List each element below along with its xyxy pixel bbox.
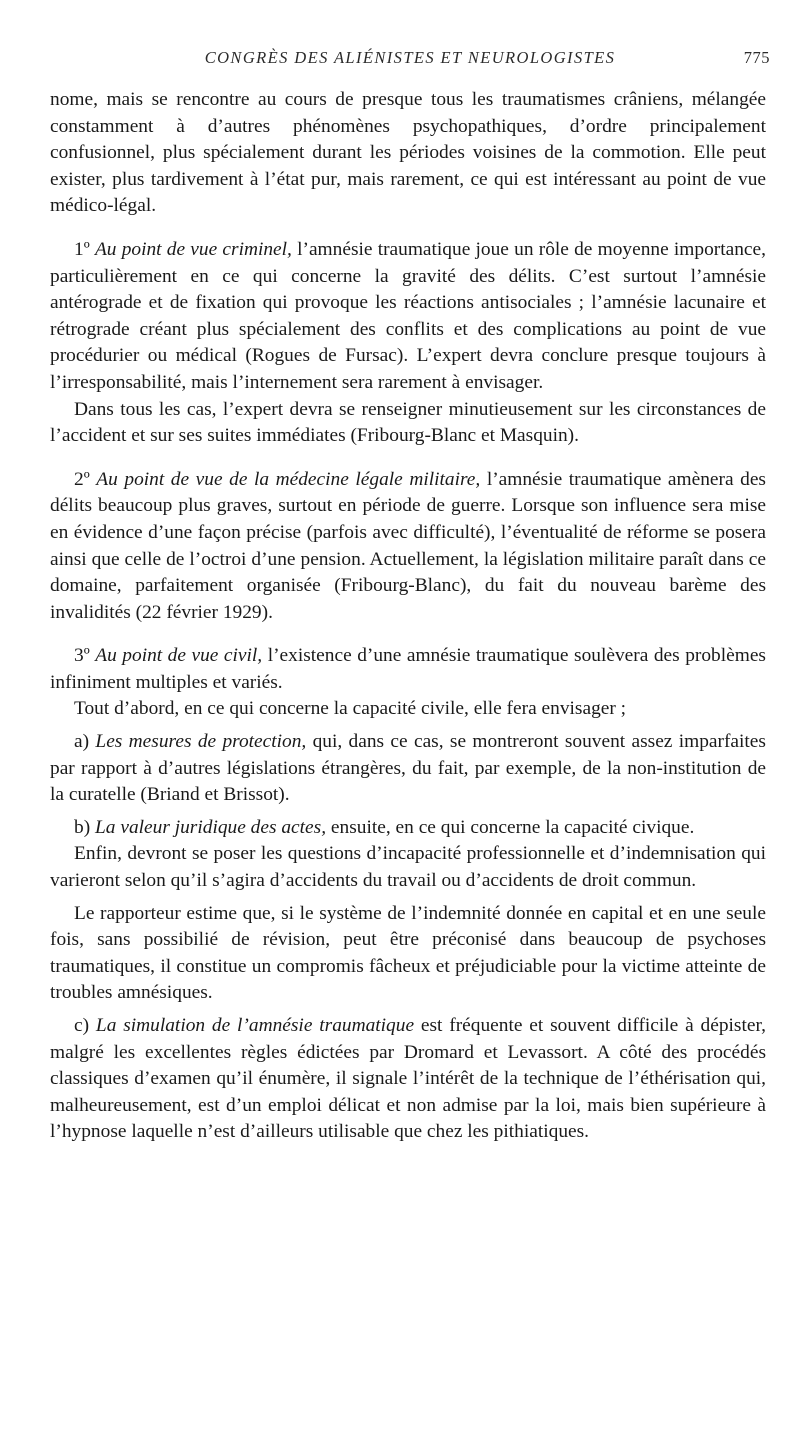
- running-header: [50, 48, 770, 74]
- item-heading: Les mesures de protection,: [95, 731, 307, 753]
- paragraph-military: 2º Au point de vue de la médecine légale militaire, l’amnésie traumatique amènera des délits beaucoup plus graves, surtout en période de guerre. Lorsque son influence sera mise en évidence d’une façon précise (parfois avec difficulté), l’éventualité de réforme se posera ainsi que celle de l’octroi d’une pension. Actuellement, la législation militaire paraît dans ce domaine, parfaitement organisée (Fribourg-Blanc), du fait du nouveau barème des invalidités (22 février 1929).: [50, 468, 766, 623]
- section-heading: Au point de vue civil,: [95, 645, 263, 667]
- section-number: 2º: [74, 468, 90, 490]
- item-letter: c): [74, 1015, 90, 1036]
- running-title: CONGRÈS DES ALIÉNISTES ET NEUROLOGISTES: [204, 48, 616, 67]
- paragraph-legal-value: b) La valeur juridique des actes, ensuite, en ce qui concerne la capacité civique.: [74, 816, 695, 838]
- section-heading: Au point de vue criminel,: [94, 238, 292, 260]
- paragraph-expert-inquiry: Dans tous les cas, l’expert devra se renseigner minutieusement sur les circonstances de l’accident et sur ses suites immédiates (Fribourg-Blanc et Masquin).: [50, 398, 766, 447]
- item-letter: b): [74, 816, 91, 838]
- paragraph-rapporteur: Le rapporteur estime que, si le système de l’indemnité donnée en capital et en une seule fois, sans possibilié de révision, peut être préconisé dans beaucoup de psychoses traumatiques, il constitue un compromis fâcheux et préjudiciable pour la victime atteinte de troubles amnésiques.: [50, 902, 766, 1004]
- paragraph-simulation: c) La simulation de l’amnésie traumatique est fréquente et souvent difficile à dépister, malgré les excellentes règles édictées par Dromard et Levassort. A côté des procédés classiques d’examen qu’il énumère, il signale l’intérêt de la technique de l’éthérisation qui, malheureusement, est d’un emploi délicat et non admise par la loi, mais bien supérieure à l’hypnose laquelle n’est d’ailleurs utilisable que chez les pithiatiques.: [50, 1015, 766, 1143]
- paragraph-continuation: nome, mais se rencontre au cours de presque tous les traumatismes crâniens, mélangée constamment à d’autres phénomènes psychopathiques, d’ordre principalement confusionnel, plus spécialement durant les périodes voisines de la commotion. Elle peut exister, plus tardivement à l’état pur, mais rarement, ce qui est intéressant au point de vue médico-légal.: [50, 89, 766, 217]
- section-number: 3º: [74, 645, 90, 667]
- body-text: [50, 87, 766, 1146]
- section-heading: Au point de vue de la médecine légale militaire,: [96, 468, 481, 490]
- item-heading: La valeur juridique des actes,: [95, 816, 327, 838]
- page-number: 775: [743, 48, 770, 67]
- paragraph-protection: a) Les mesures de protection, qui, dans ce cas, se montreront souvent assez imparfaites par rapport à d’autres législations étrangères, du fait, par exemple, de la non-institution de la curatelle (Briand et Brissot).: [50, 731, 766, 806]
- paragraph-civil-capacity: Tout d’abord, en ce qui concerne la capacité civile, elle fera envisager ;: [74, 698, 627, 720]
- paragraph-civil: 3º Au point de vue civil, l’existence d’une amnésie traumatique soulèvera des problèmes infiniment multiples et variés.: [50, 645, 766, 693]
- item-heading: La simulation de l’amnésie traumatique: [95, 1015, 415, 1036]
- section-number: 1º: [74, 238, 90, 260]
- paragraph-indemnification: Enfin, devront se poser les questions d’incapacité professionnelle et d’indemnisation qui varieront selon qu’il s’agira d’accidents du travail ou d’accidents de droit commun.: [50, 843, 766, 892]
- paragraph-criminal: 1º Au point de vue criminel, l’amnésie traumatique joue un rôle de moyenne importance, particulièrement en ce qui concerne la gravité des délits. C’est surtout l’amnésie antérograde et de fixation qui provoque les réactions antisociales ; l’amnésie lacunaire et rétrograde créant plus spécialement des conflits et des complications au point de vue procédurier ou médical (Rogues de Fursac). L’expert devra conclure presque toujours à l’irresponsabilité, mais l’internement sera rarement à envisager.: [50, 238, 766, 393]
- item-letter: a): [74, 731, 90, 753]
